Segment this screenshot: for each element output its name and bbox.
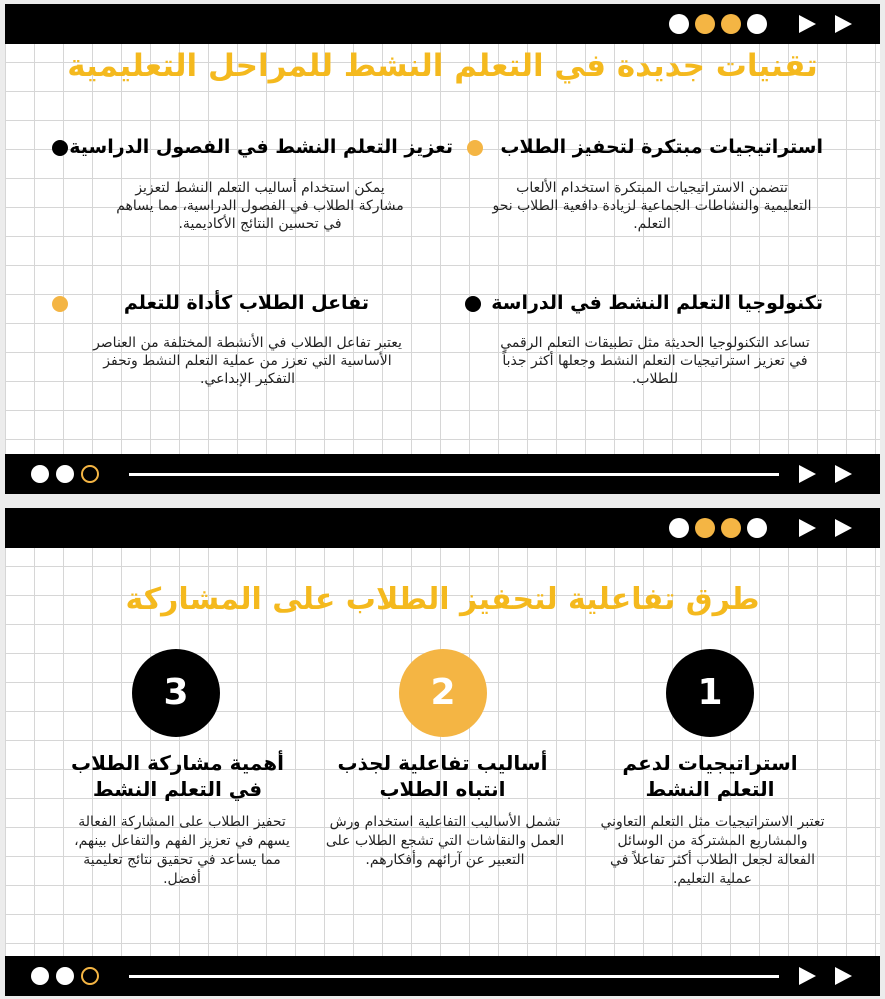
slide-1-top-bar: [5, 4, 880, 44]
slide-1: [5, 4, 880, 494]
progress-line: [129, 975, 779, 978]
dot-icon: [747, 14, 767, 34]
dot-icon: [721, 518, 741, 538]
step-number-badge: 1: [666, 649, 754, 737]
slide-2-title: طرق تفاعلية لتحفيز الطلاب على المشاركة: [125, 582, 760, 617]
play-icon: [799, 465, 816, 483]
dot-icon: [721, 14, 741, 34]
section-heading: استراتيجيات مبتكرة لتحفيز الطلاب: [500, 136, 823, 158]
bullet-icon: [467, 140, 483, 156]
section-heading: تفاعل الطلاب كأداة للتعلم: [123, 292, 369, 314]
section-heading: تكنولوجيا التعلم النشط في الدراسة: [491, 292, 823, 314]
dot-icon: [669, 518, 689, 538]
slide-2-top-bar: [5, 508, 880, 548]
dot-icon: [31, 967, 49, 985]
bullet-icon: [465, 296, 481, 312]
section-heading: تعزيز التعلم النشط في الفصول الدراسية: [69, 136, 453, 158]
progress-line: [129, 473, 779, 476]
play-icon: [835, 519, 852, 537]
section-body: يعتبر تفاعل الطلاب في الأنشطة المختلفة من العناصر الأساسية التي تعزز من عملية التعلم النشط وتحفز التفكير الإبداعي.: [93, 335, 402, 387]
dot-icon: [669, 14, 689, 34]
bullet-icon: [52, 296, 68, 312]
ring-icon: [81, 967, 99, 985]
dot-icon: [56, 465, 74, 483]
column-body: تشمل الأساليب التفاعلية استخدام ورش العمل والنقاشات التي تشجع الطلاب على التعبير عن آرائهم وأفكارهم.: [325, 814, 565, 868]
play-icon: [835, 967, 852, 985]
play-icon: [799, 519, 816, 537]
bottom-dots: [31, 967, 99, 985]
slide-2: [5, 508, 880, 996]
bottom-dots: [31, 465, 99, 483]
column-heading: أساليب تفاعلية لجذب انتباه الطلاب: [337, 751, 548, 801]
dot-icon: [695, 518, 715, 538]
slide-2-bottom-bar: [5, 956, 880, 996]
section-body: تتضمن الاستراتيجيات المبتكرة استخدام الألعاب التعليمية والنشاطات الجماعية لزيادة دافعية الطلاب نحو التعلم.: [492, 180, 812, 232]
bullet-icon: [52, 140, 68, 156]
dot-icon: [695, 14, 715, 34]
step-number-badge: 3: [132, 649, 220, 737]
top-dots: [669, 518, 767, 538]
play-icon: [835, 15, 852, 33]
top-dots: [669, 14, 767, 34]
column-heading: أهمية مشاركة الطلاب في التعلم النشط: [71, 751, 284, 801]
dot-icon: [747, 518, 767, 538]
step-number-badge: 2: [399, 649, 487, 737]
column-body: تعتبر الاستراتيجيات مثل التعلم التعاوني والمشاريع المشتركة من الوسائل الفعالة لجعل الطلاب أكثر تفاعلاً في عملية التعليم.: [600, 814, 825, 887]
section-body: تساعد التكنولوجيا الحديثة مثل تطبيقات التعلم الرقمي في تعزيز استراتيجيات التعلم النشط وجعلها أكثر جذباً للطلاب.: [500, 335, 810, 387]
column-body: تحفيز الطلاب على المشاركة الفعالة يسهم في تعزيز الفهم والتفاعل بينهم، مما يساعد في تحقيق نتائج تعليمية أفضل.: [74, 814, 290, 887]
column-heading: استراتيجيات لدعم التعلم النشط: [622, 751, 798, 801]
ring-icon: [81, 465, 99, 483]
play-icon: [799, 15, 816, 33]
dot-icon: [56, 967, 74, 985]
slide-1-title: تقنيات جديدة في التعلم النشط للمراحل التعليمية: [67, 48, 818, 84]
play-icon: [799, 967, 816, 985]
play-icon: [835, 465, 852, 483]
section-body: يمكن استخدام أساليب التعلم النشط لتعزيز مشاركة الطلاب في الفصول الدراسية، مما يساهم في تحسين النتائج الأكاديمية.: [116, 180, 404, 232]
slide-1-bottom-bar: [5, 454, 880, 494]
dot-icon: [31, 465, 49, 483]
